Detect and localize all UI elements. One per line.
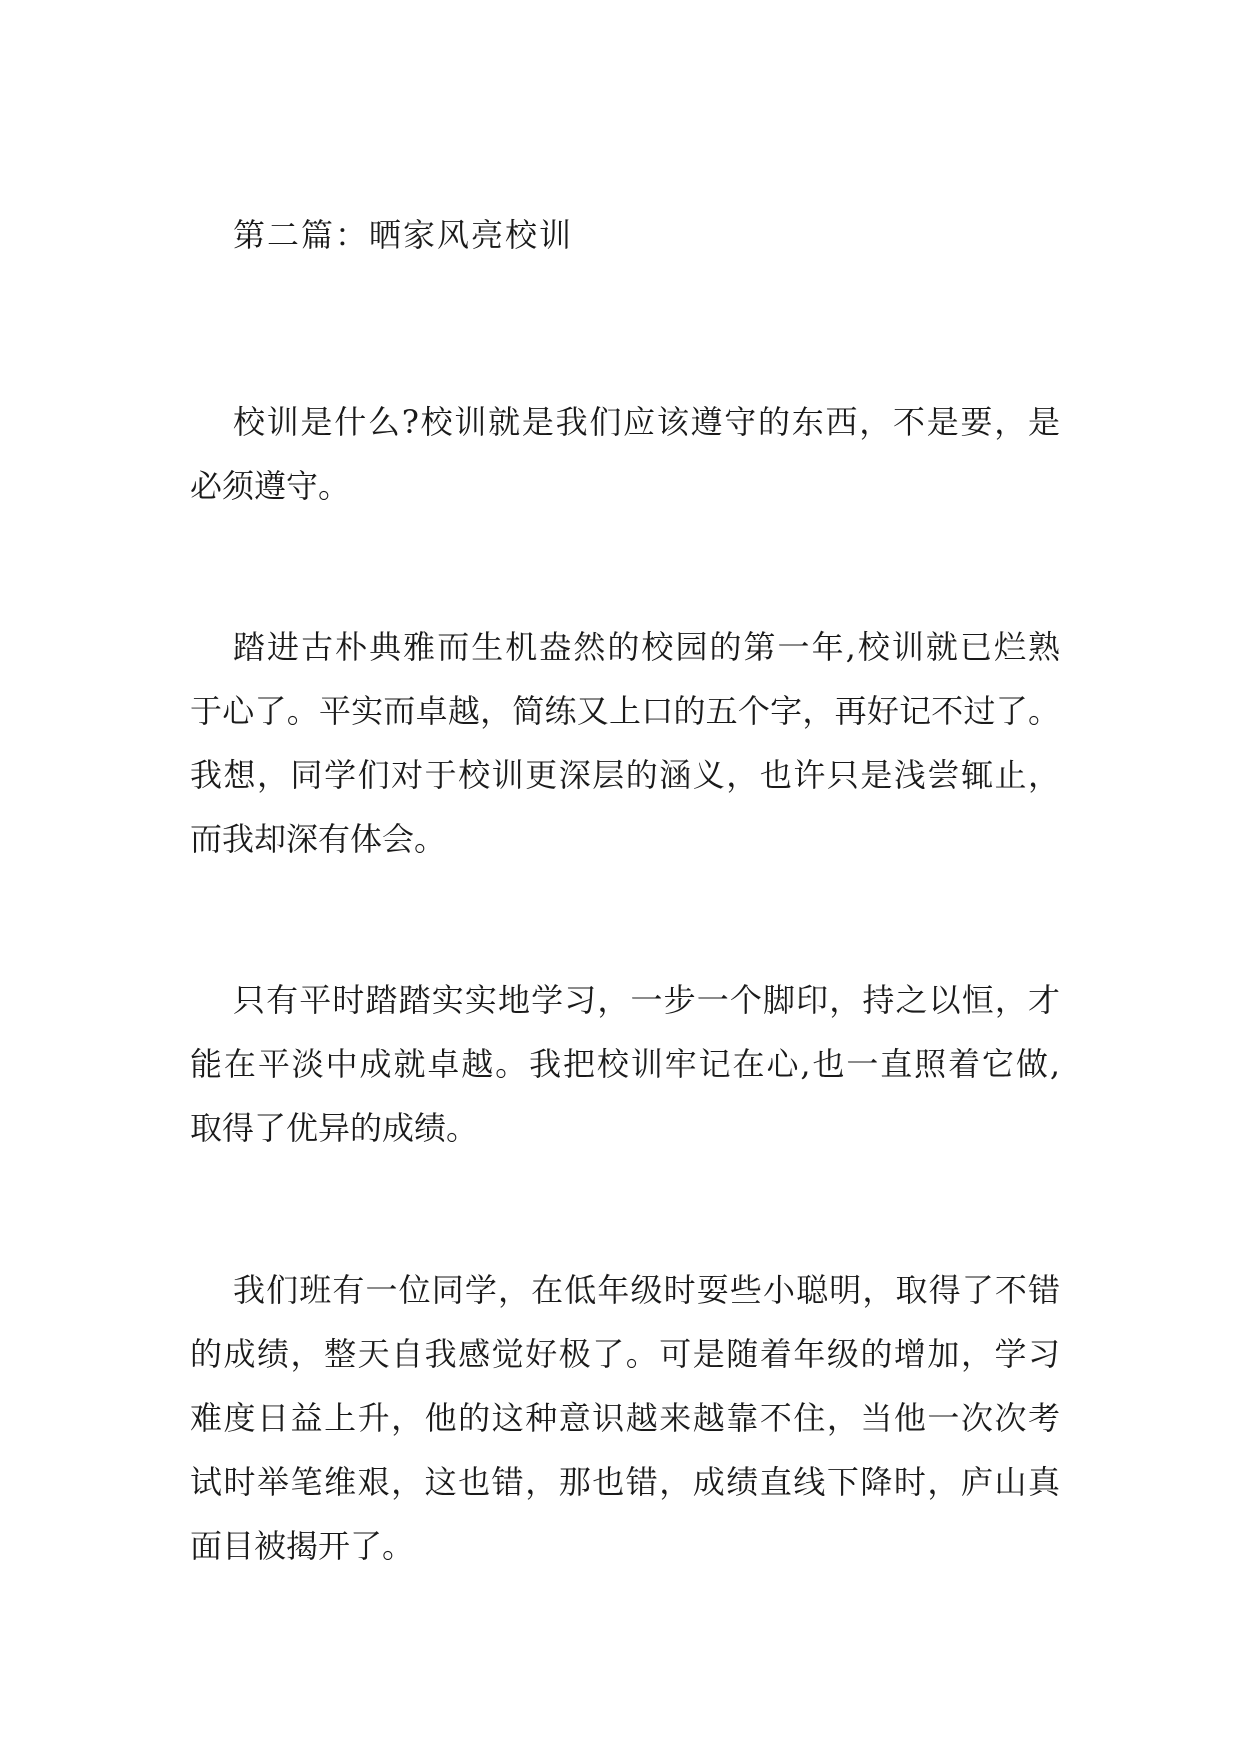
paragraph-line: 的成绩，整天自我感觉好极了。可是随着年级的增加，学习 — [190, 1335, 1060, 1373]
paragraph-line: 试时举笔维艰，这也错，那也错，成绩直线下降时，庐山真 — [190, 1463, 1060, 1501]
paragraph-3 — [190, 968, 1060, 1160]
paragraph-1 — [190, 390, 1060, 518]
paragraph-2 — [190, 615, 1060, 871]
document-title: 第二篇：晒家风亮校训 — [233, 216, 574, 254]
paragraph-line: 校训是什么?校训就是我们应该遵守的东西，不是要，是 — [233, 403, 1060, 441]
paragraph-line: 面目被揭开了。 — [190, 1527, 415, 1565]
paragraph-line: 只有平时踏踏实实地学习，一步一个脚印，持之以恒，才 — [233, 981, 1060, 1019]
paragraph-4 — [190, 1258, 1060, 1578]
paragraph-line: 我们班有一位同学，在低年级时耍些小聪明，取得了不错 — [233, 1271, 1060, 1309]
paragraph-line: 于心了。平实而卓越，简练又上口的五个字，再好记不过了。 — [190, 692, 1060, 730]
paragraph-line: 我想，同学们对于校训更深层的涵义，也许只是浅尝辄止， — [190, 756, 1060, 794]
paragraph-line: 难度日益上升，他的这种意识越来越靠不住，当他一次次考 — [190, 1399, 1060, 1437]
paragraph-line: 必须遵守。 — [190, 467, 351, 505]
paragraph-line: 取得了优异的成绩。 — [190, 1109, 479, 1147]
paragraph-line: 而我却深有体会。 — [190, 820, 447, 858]
paragraph-line: 能在平淡中成就卓越。我把校训牢记在心,也一直照着它做, — [190, 1045, 1060, 1083]
paragraph-line: 踏进古朴典雅而生机盎然的校园的第一年,校训就已烂熟 — [233, 628, 1060, 666]
